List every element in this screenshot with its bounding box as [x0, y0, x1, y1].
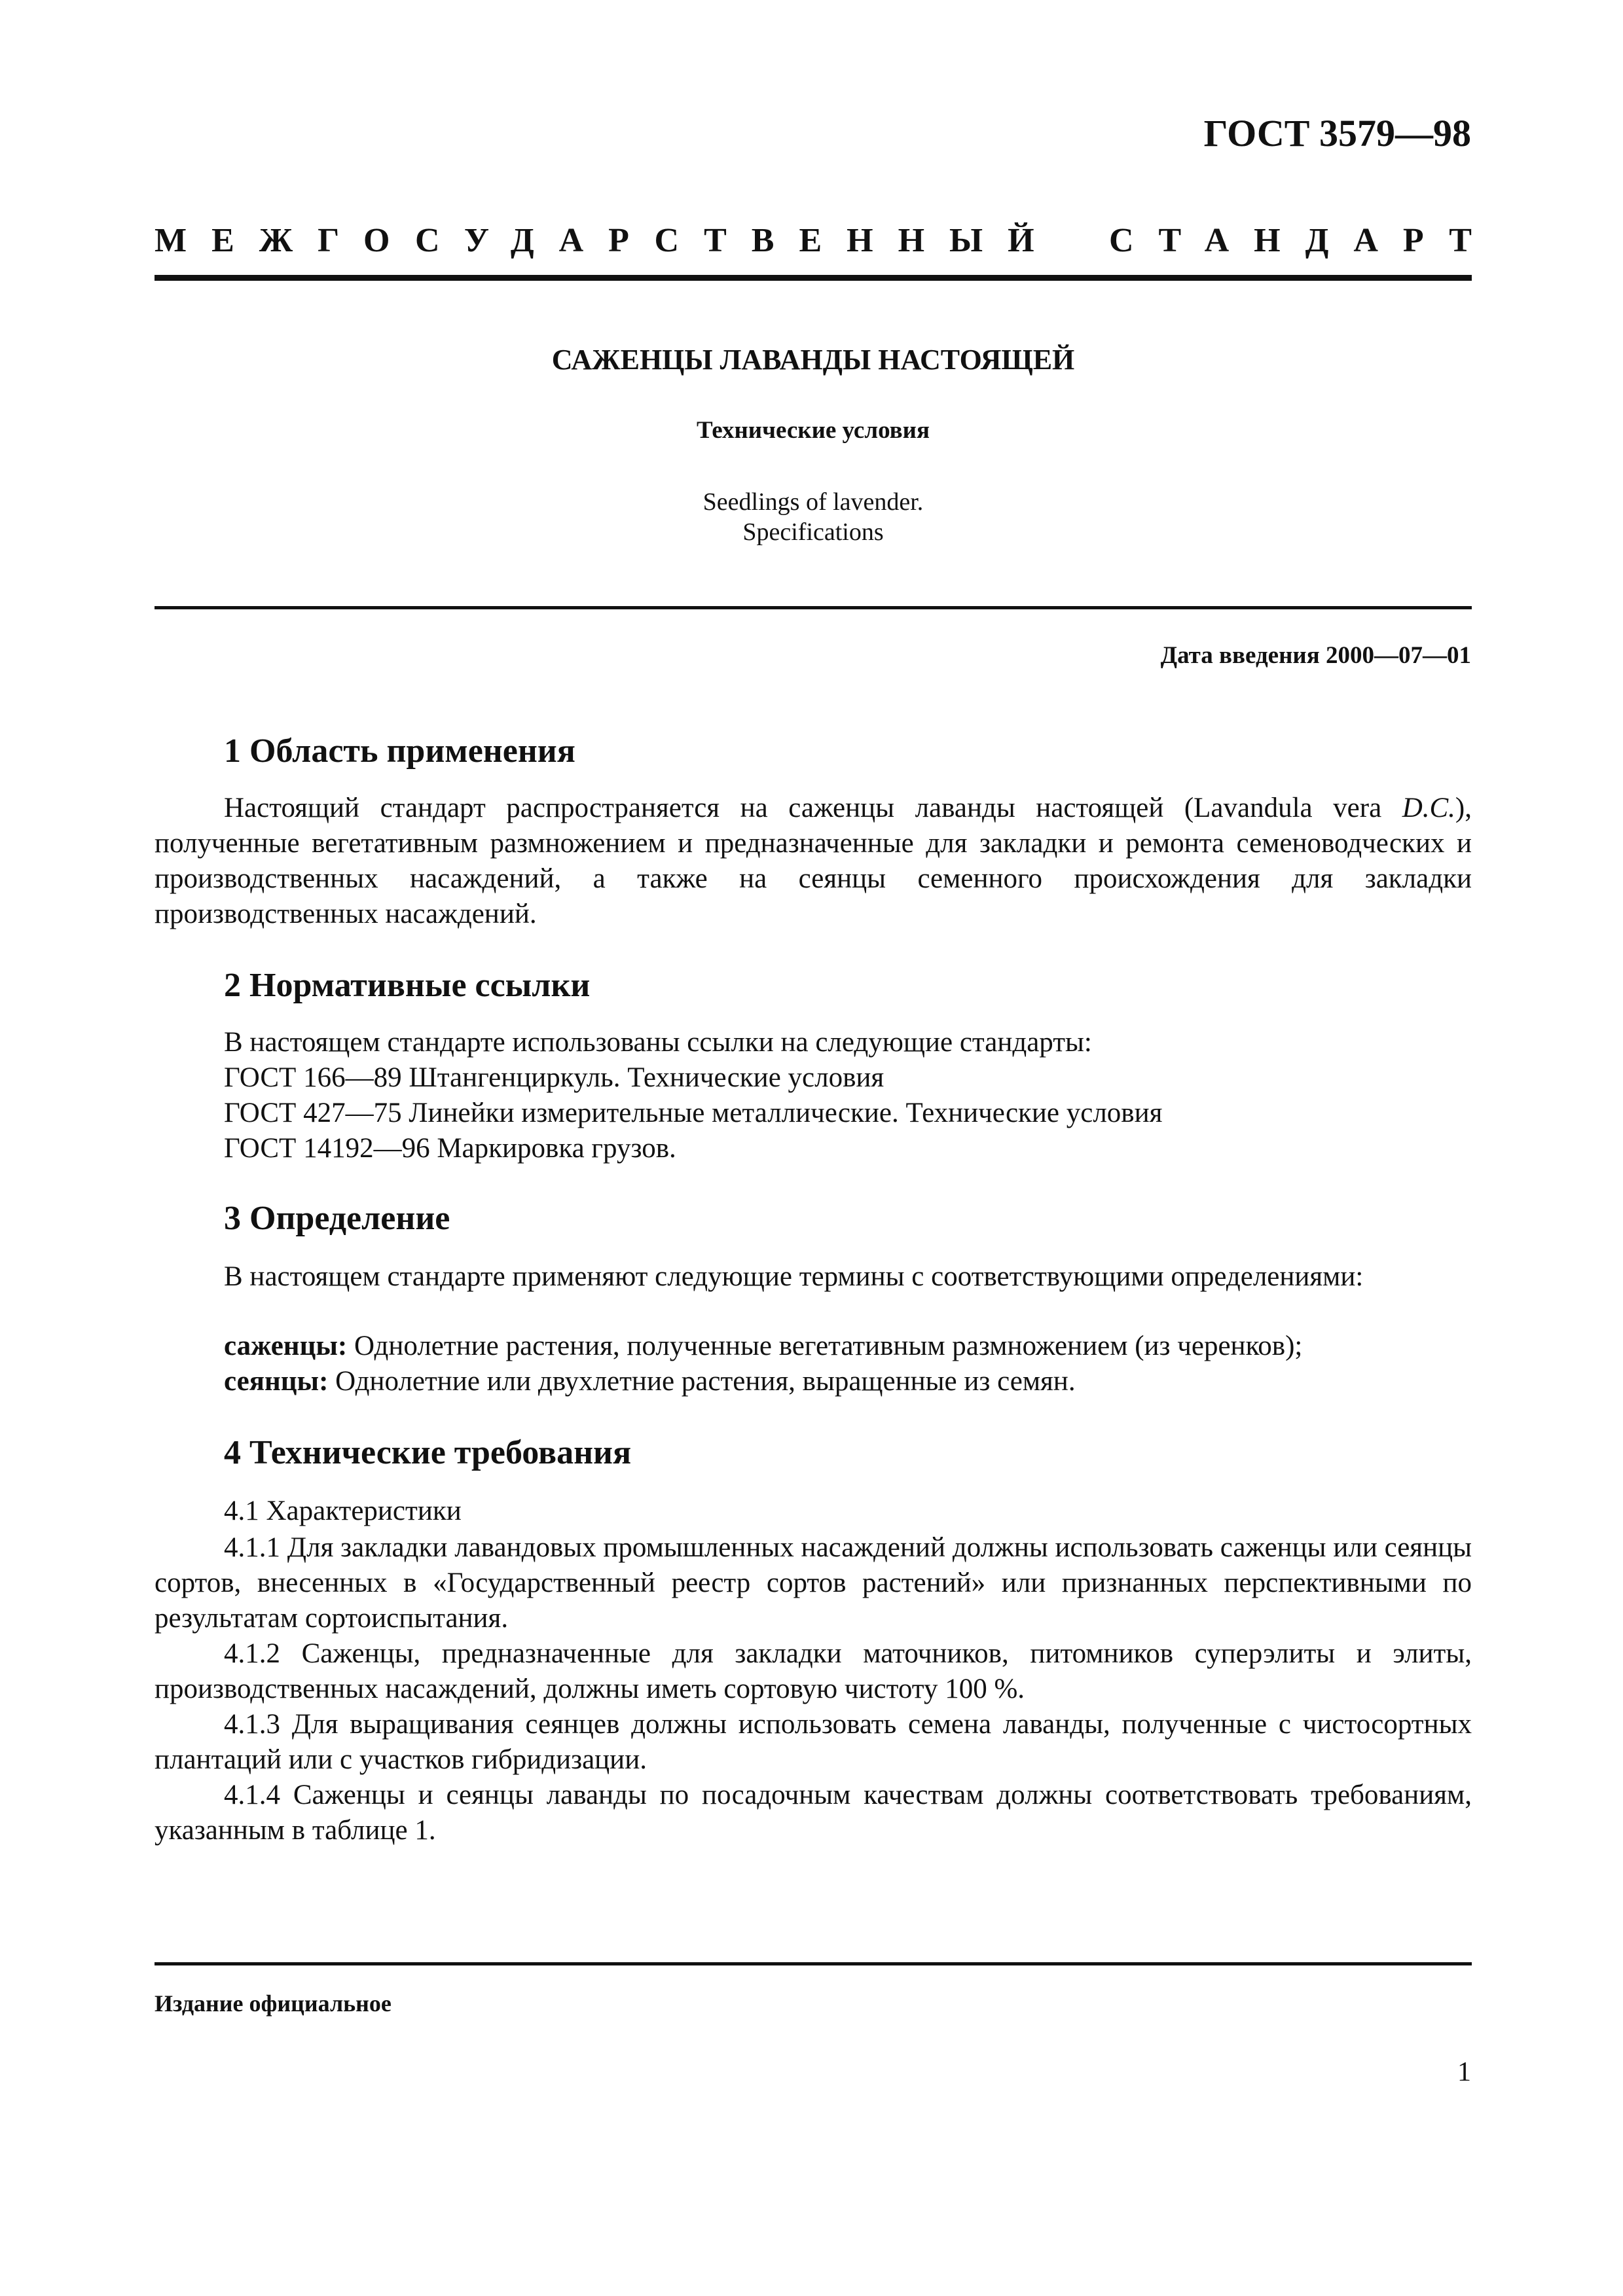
- subsection-title: 4.1 Характеристики: [224, 1496, 462, 1526]
- document-number: ГОСТ 3579—98: [1203, 112, 1471, 154]
- definition-item: [224, 1330, 1302, 1362]
- paragraph-4-1-3: 4.1.3 Для выращивания сеянцев должны использовать семена лаванды, полученные с чистосортных плантаций или с участков гибридизации.: [155, 1709, 1472, 1775]
- reference-item: ГОСТ 14192—96 Маркировка грузов.: [224, 1133, 676, 1164]
- standard-subtitle: Технические условия: [697, 417, 930, 444]
- author-abbrev: D.C.: [1402, 793, 1455, 823]
- page-number: 1: [1457, 2057, 1471, 2087]
- header-rule: [155, 275, 1472, 281]
- paragraph-4-1-4: 4.1.4 Саженцы и сеянцы лаванды по посадочным качествам должны соответствовать требованиям, указанным в таблице 1.: [155, 1780, 1472, 1846]
- paragraph-4-1-1: 4.1.1 Для закладки лавандовых промышленных насаждений должны использовать саженцы или сеянцы сортов, внесенных в «Государственный реестр сортов растений» или признанных перспективными по результатам сортоиспытания.: [155, 1532, 1472, 1634]
- paragraph-4-1-2: 4.1.2 Саженцы, предназначенные для закладки маточников, питомников суперэлиты и элиты, производственных насаждений, должны иметь сортовую чистоту 100 %.: [155, 1638, 1472, 1704]
- section-3-heading: 3 Определение: [224, 1200, 450, 1237]
- english-title-line1: Seedlings of lavender.: [702, 488, 924, 516]
- references-intro: В настоящем стандарте использованы ссылки на следующие стандарты:: [224, 1027, 1092, 1058]
- section-1-text: Настоящий стандарт распространяется на саженцы лаванды настоящей (Lavandula vera D.C.), полученные вегетативным размножением и предназначенные для закладки и ремонта семеноводческих и производственных насаждений, а также на сеянцы семенного происхождения для закладки производственных насаждений.: [155, 793, 1472, 929]
- title-rule: [155, 606, 1472, 609]
- introduction-date: Дата введения 2000—07—01: [1160, 642, 1471, 669]
- standard-title: САЖЕНЦЫ ЛАВАНДЫ НАСТОЯЩЕЙ: [551, 344, 1075, 376]
- reference-item: ГОСТ 166—89 Штангенциркуль. Технические условия: [224, 1062, 884, 1093]
- definition-term: саженцы:: [224, 1331, 348, 1361]
- standard-word: СТАНДАРТ: [1108, 222, 1497, 259]
- section-1-heading: 1 Область применения: [224, 732, 575, 770]
- definition-item: [224, 1365, 1076, 1397]
- definition-text: Однолетние растения, полученные вегетативным размножением (из черенков);: [347, 1331, 1303, 1361]
- section-2-heading: 2 Нормативные ссылки: [224, 967, 591, 1004]
- official-edition-note: Издание официальное: [155, 1990, 392, 2017]
- english-title-line2: Specifications: [742, 518, 884, 546]
- definition-term: сеянцы:: [224, 1366, 329, 1397]
- interstate-standard-heading: [155, 221, 1497, 260]
- definition-text: Однолетние или двухлетние растения, выращенные из семян.: [328, 1366, 1076, 1397]
- section-3-intro: В настоящем стандарте применяют следующие термины с соответствующими определениями:: [224, 1261, 1364, 1292]
- footer-rule: [155, 1962, 1472, 1965]
- section-4-heading: 4 Технические требования: [224, 1434, 632, 1471]
- english-title: [155, 487, 1472, 547]
- interstate-word: МЕЖГОСУДАРСТВЕННЫЙ: [155, 222, 1059, 259]
- reference-item: ГОСТ 427—75 Линейки измерительные металлические. Технические условия: [224, 1098, 1163, 1128]
